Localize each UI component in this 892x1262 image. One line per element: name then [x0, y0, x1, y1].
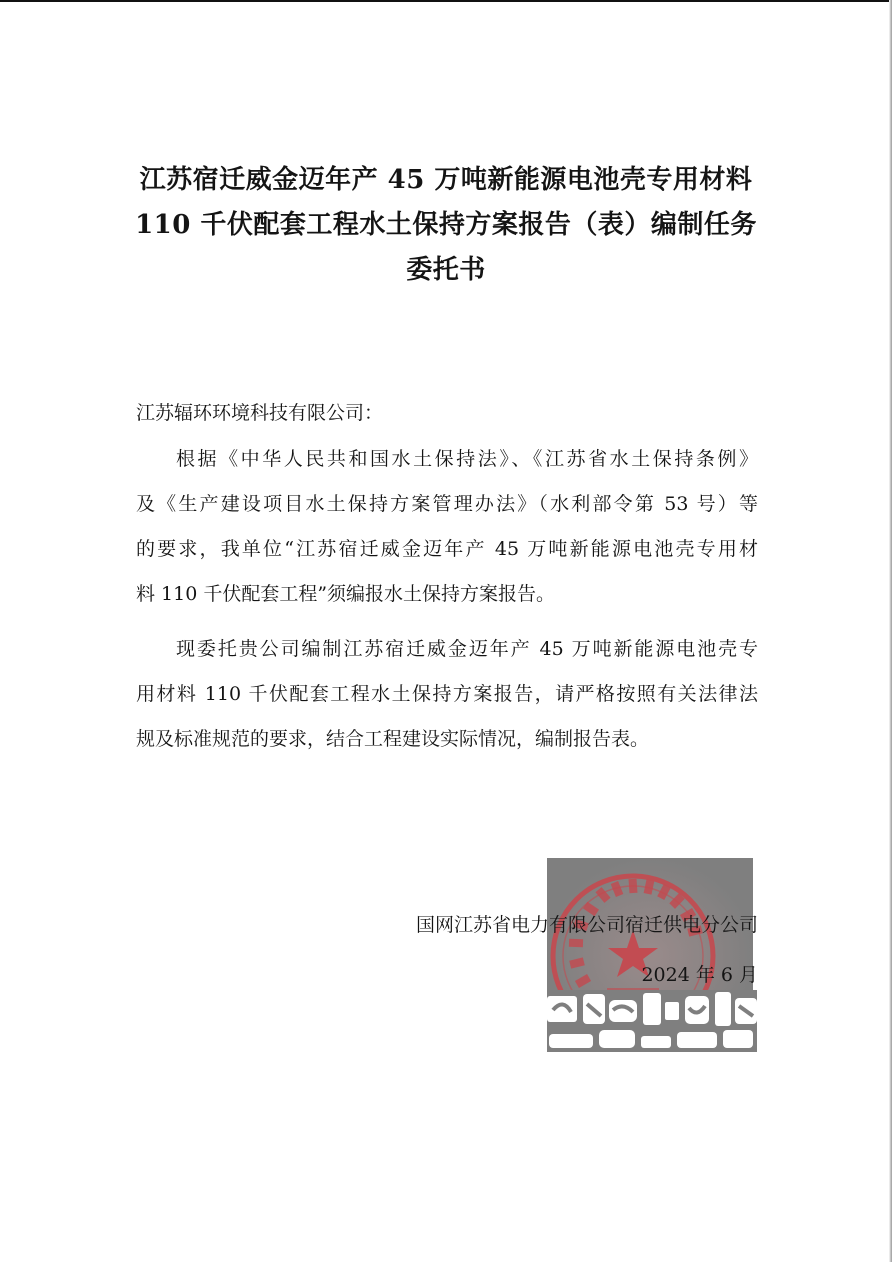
- page-top-border: [0, 0, 892, 2]
- paragraph-2-line-3: 规及标准规范的要求，结合工程建设实际情况，编制报告表。: [136, 728, 650, 750]
- salutation: 江苏辐环环境科技有限公司：: [136, 402, 384, 424]
- paragraph-1-line-2: 及《生产建设项目水土保持方案管理办法》（水利部令第 53 号）等: [136, 493, 758, 515]
- paragraph-2: [136, 627, 758, 762]
- paragraph-1-line-1: 根据《中华人民共和国水土保持法》、《江苏省水土保持条例》: [176, 448, 758, 470]
- title-line-3: 委托书: [406, 255, 486, 285]
- paragraph-1-line-4: 料 110 千伏配套工程”须编报水土保持方案报告。: [136, 583, 556, 605]
- paragraph-1-line-3: 的要求，我单位“江苏宿迁威金迈年产 45 万吨新能源电池壳专用材: [136, 538, 758, 560]
- paragraph-2-line-2: 用材料 110 千伏配套工程水土保持方案报告，请严格按照有关法律法: [136, 683, 758, 705]
- signature-date: 2024 年 6 月: [641, 964, 758, 986]
- signature-organization: 国网江苏省电力有限公司宿迁供电分公司: [415, 914, 758, 936]
- signature-scribble-graphic: [547, 990, 757, 1052]
- paragraph-1: [136, 437, 758, 617]
- document-title: [120, 158, 772, 293]
- title-line-2: 110 千伏配套工程水土保持方案报告（表）编制任务: [135, 210, 757, 240]
- title-line-1: 江苏宿迁威金迈年产 45 万吨新能源电池壳专用材料: [139, 165, 753, 195]
- paragraph-2-line-1: 现委托贵公司编制江苏宿迁威金迈年产 45 万吨新能源电池壳专: [176, 638, 758, 660]
